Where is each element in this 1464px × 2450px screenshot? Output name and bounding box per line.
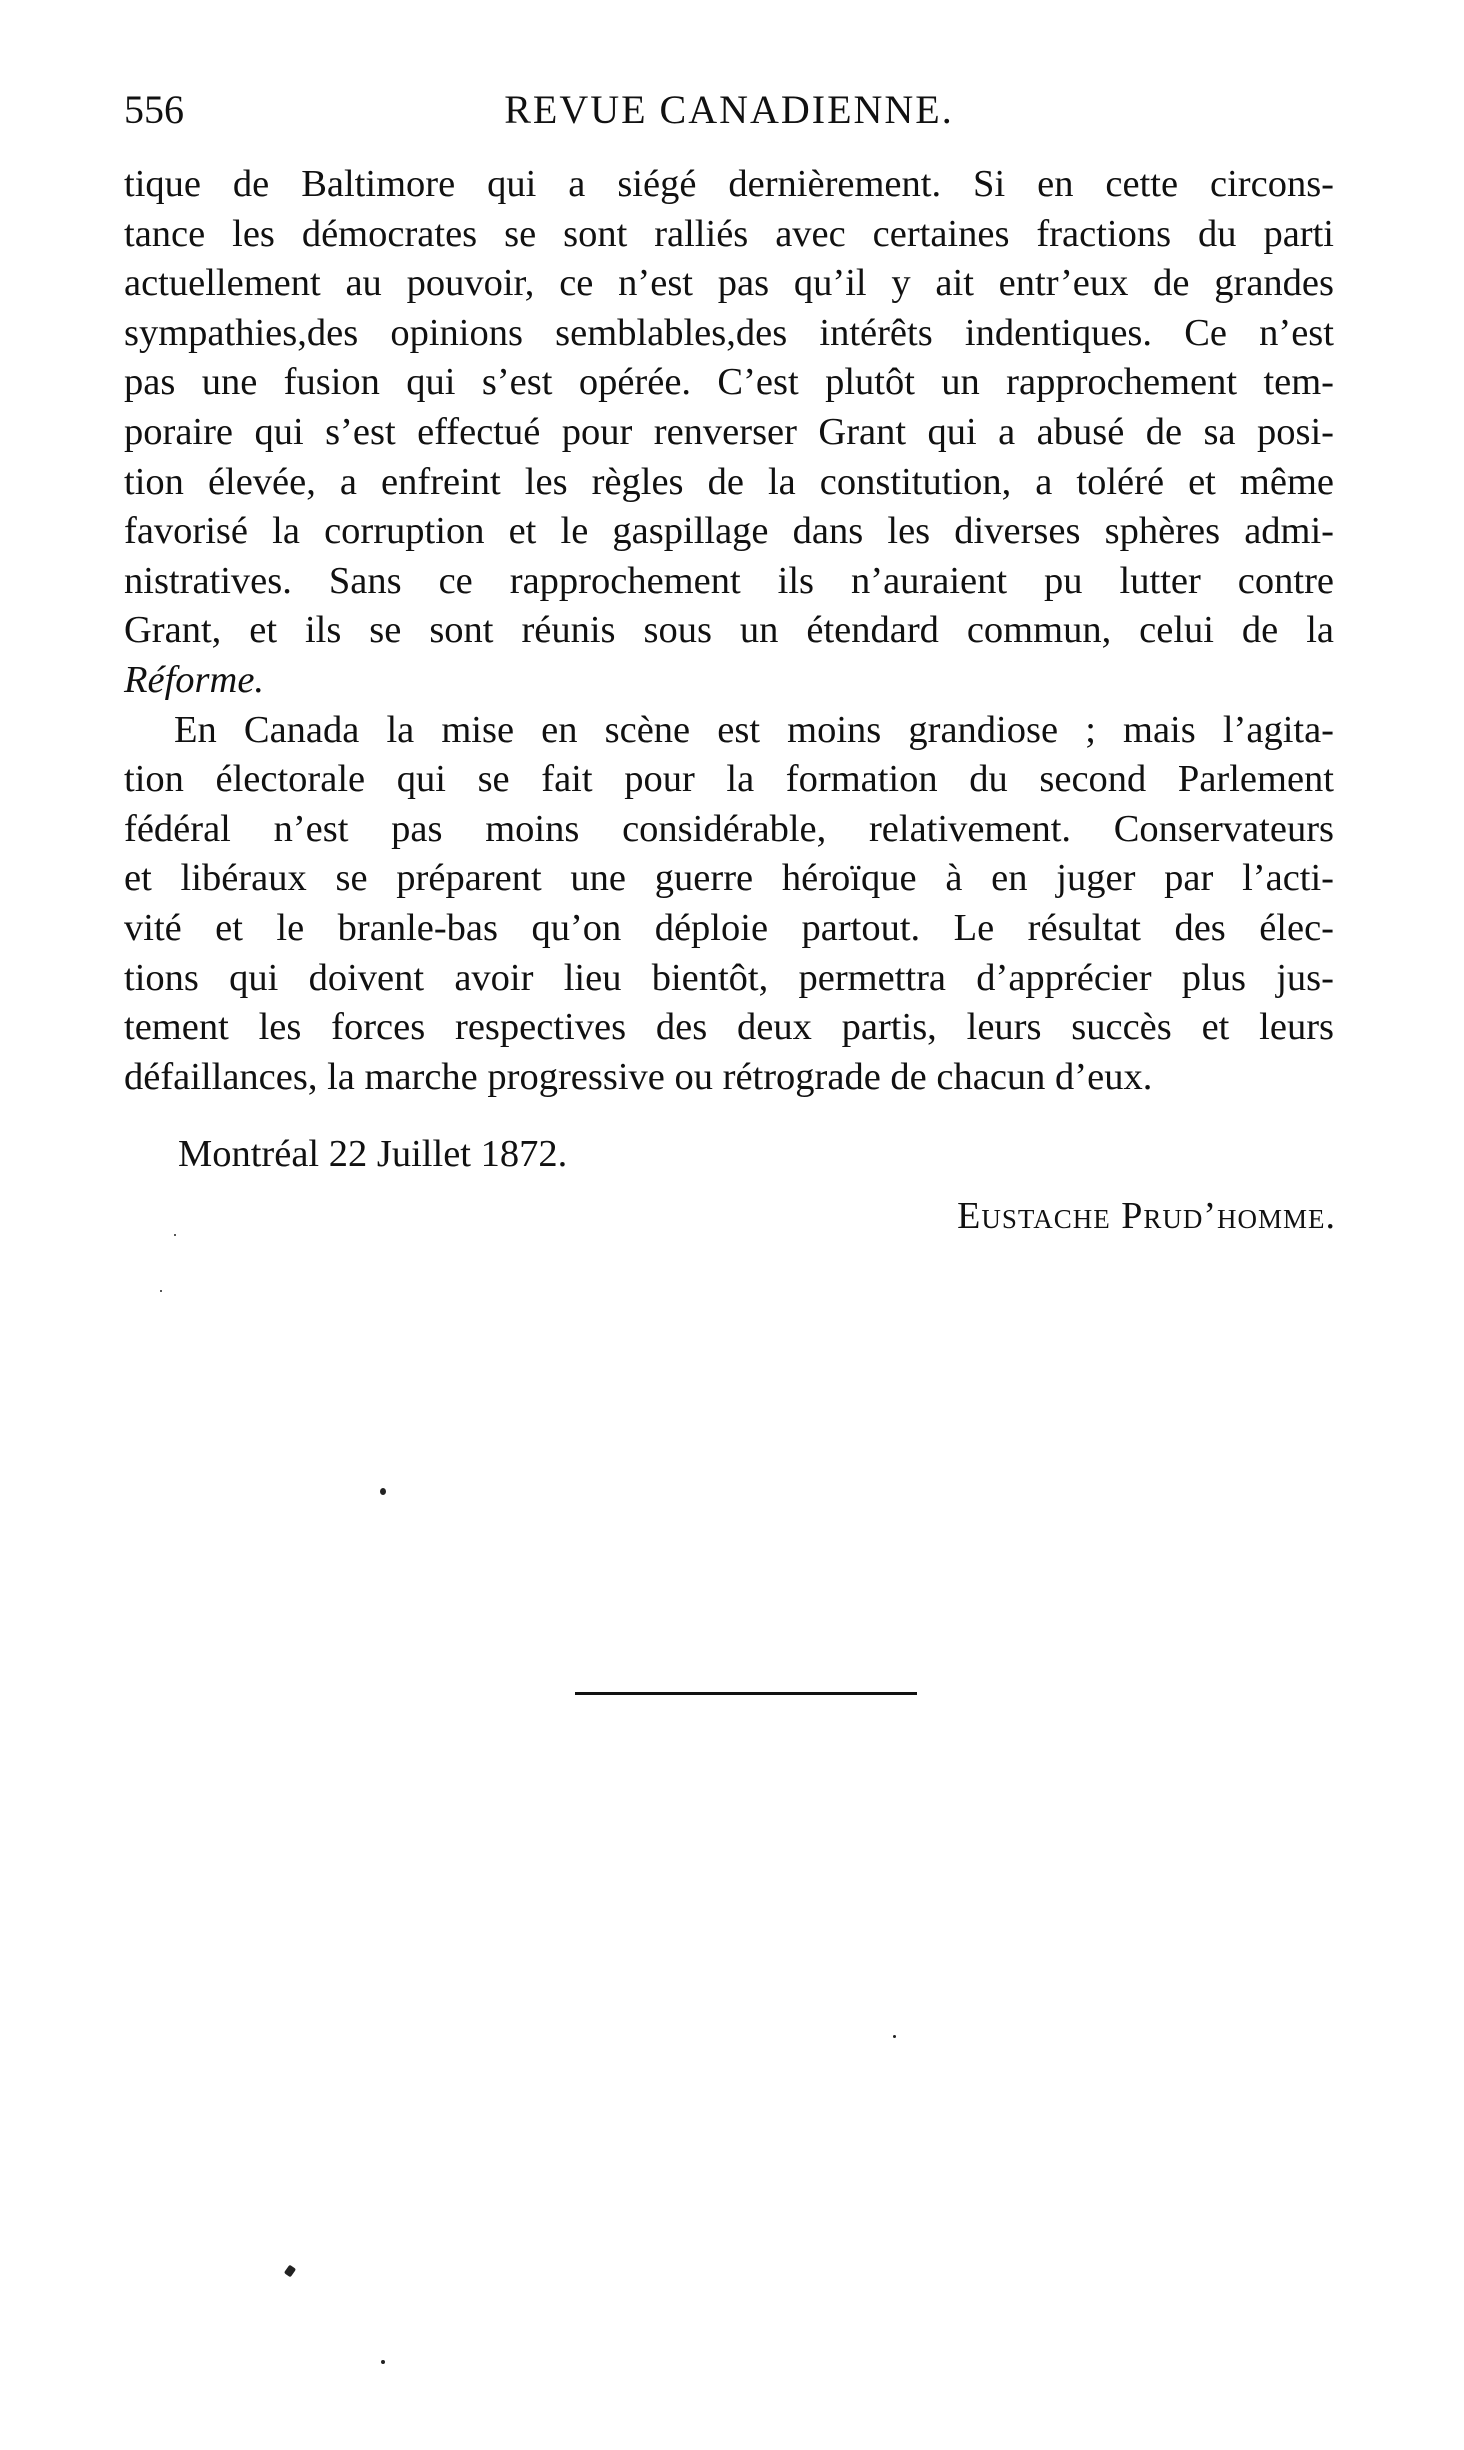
text-line: En Canada la mise en scène est moins grandiose ; mais l’agita- [174,708,1334,751]
article-body [124,160,1334,1102]
text-line: défaillances, la marche progressive ou rétrograde de chacun d’eux. [124,1055,1153,1098]
text-line: vité et le branle-bas qu’on déploie partout. Le résultat des élec- [124,906,1334,949]
italic-word-reforme: Réforme. [124,658,265,701]
page-number: 556 [124,87,184,132]
dateline: Montréal 22 Juillet 1872. [178,1133,568,1175]
text-line: tion élevée, a enfreint les règles de la constitution, a toléré et même [124,460,1334,503]
text-line: pas une fusion qui s’est opérée. C’est plutôt un rapprochement tem- [124,361,1334,404]
print-speck [380,1488,386,1495]
text-line: nistratives. Sans ce rapprochement ils n’auraient pu lutter contre [124,559,1334,602]
text-line: tement les forces respectives des deux partis, leurs succès et leurs [124,1006,1334,1049]
text-line: tance les démocrates se sont ralliés avec certaines fractions du parti [124,212,1334,255]
text-line: fédéral n’est pas moins considérable, relativement. Conservateurs [124,807,1334,850]
running-title: REVUE CANADIENNE. [504,87,954,132]
text-line: tions qui doivent avoir lieu bientôt, permettra d’apprécier plus jus- [124,956,1334,999]
text-line: actuellement au pouvoir, ce n’est pas qu’il y ait entr’eux de grandes [124,262,1334,305]
print-speck [160,1290,162,1292]
print-speck [893,2035,896,2038]
text-line: Grant, et ils se sont réunis sous un étendard commun, celui de la [124,609,1334,652]
text-line: sympathies,des opinions semblables,des intérêts indentiques. Ce n’est [124,311,1334,354]
text-line: poraire qui s’est effectué pour renverser Grant qui a abusé de sa posi- [124,410,1334,453]
section-rule [575,1692,917,1695]
print-speck [284,2265,296,2278]
print-speck [174,1234,176,1236]
print-speck [381,2360,385,2364]
text-line: tique de Baltimore qui a siégé dernièrement. Si en cette circons- [124,163,1334,205]
paragraph-canada [124,706,1334,1103]
author-signature: Eustache Prud’homme. [957,1195,1336,1237]
paragraph-continued [124,160,1334,706]
page-header [124,80,1334,140]
text-line: tion électorale qui se fait pour la formation du second Parlement [124,758,1334,801]
text-line: favorisé la corruption et le gaspillage dans les diverses sphères admi- [124,510,1334,553]
text-line: et libéraux se préparent une guerre héroïque à en juger par l’acti- [124,857,1334,900]
